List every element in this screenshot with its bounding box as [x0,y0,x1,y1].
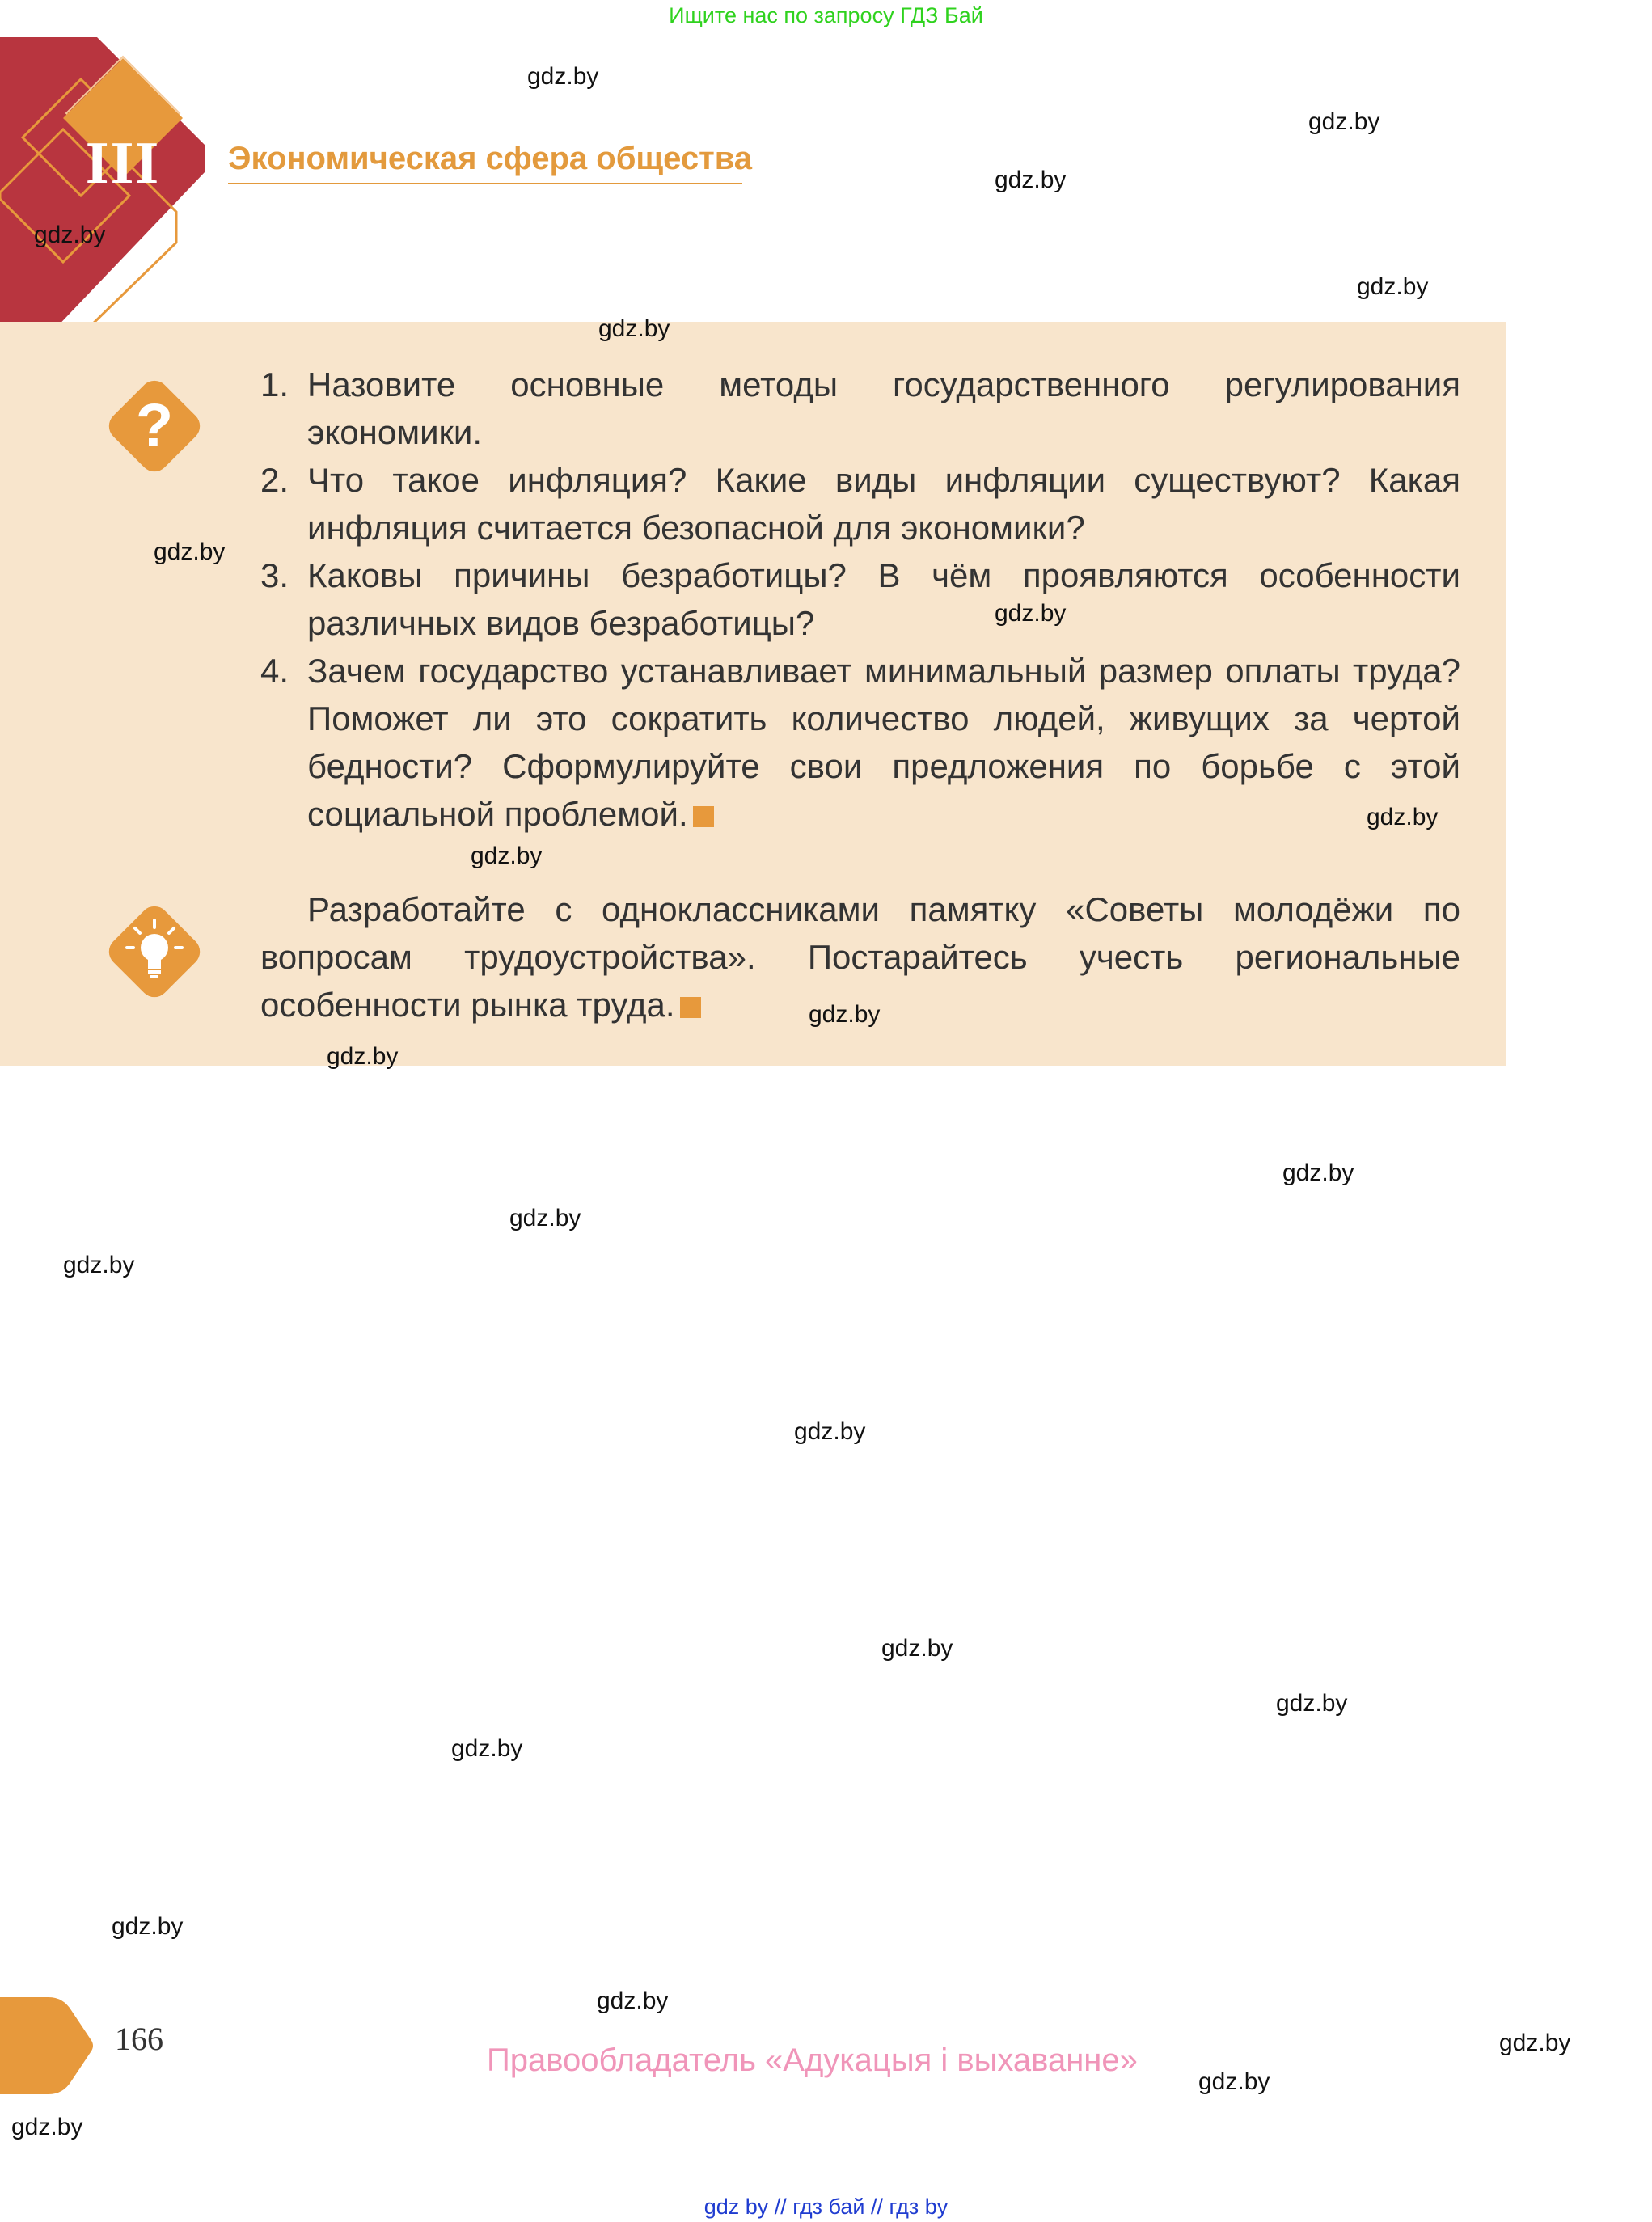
chapter-title-underline [228,183,742,184]
question-item [260,456,1460,551]
page-number-tab [0,1997,97,2094]
svg-text:?: ? [135,391,174,460]
question-text: Зачем государство устанавливает минимальный размер оплаты труда? Поможет ли это сократить количество людей, живущих за чертой бедности? Сформулируйте свои предложения по борьбе с этой социальной проблемой. [307,652,1460,833]
watermark: gdz.by [1276,1690,1348,1717]
page-number: 166 [115,2021,163,2057]
watermark: gdz.by [154,539,226,565]
watermark: gdz.by [1357,273,1429,300]
questions-list [260,361,1460,838]
watermark: gdz.by [597,1988,669,2014]
watermark: gdz.by [809,1001,881,1028]
question-number: 3. [260,556,289,594]
question-number: 4. [260,652,289,690]
search-hint-banner: Ищите нас по запросу ГДЗ Бай [669,3,983,27]
watermark: gdz.by [1198,2068,1270,2095]
watermark: gdz.by [11,2114,83,2140]
watermark: gdz.by [451,1735,523,1762]
watermark: gdz.by [794,1418,866,1445]
question-mark-icon [94,365,215,487]
chapter-title: Экономическая сфера общества [228,141,753,176]
watermark: gdz.by [112,1913,184,1940]
watermark: gdz.by [881,1635,953,1662]
watermark: gdz.by [327,1043,399,1070]
watermark: gdz.by [1282,1160,1354,1186]
bottom-site-links[interactable]: gdz by // гдз бай // гдз by [703,2195,949,2219]
group-task-text: Разработайте с одноклассниками памятку «Советы молодёжи по вопросам трудоустройства». Постарайтесь учесть региональные особенности рынка труда. [260,890,1460,1024]
watermark: gdz.by [995,600,1067,627]
watermark: gdz.by [995,167,1067,193]
rights-holder-note: Правообладатель «Адукацыя і выхаванне» [487,2042,1138,2078]
end-square-icon [693,806,714,827]
watermark: gdz.by [598,315,670,342]
watermark: gdz.by [1499,2030,1571,2056]
question-number: 2. [260,461,289,499]
question-item [260,647,1460,838]
question-text-last [307,647,1460,838]
end-square-icon [680,997,701,1018]
watermark: gdz.by [1367,804,1439,830]
watermark: gdz.by [34,222,106,248]
question-text: Назовите основные методы государственного регулирования экономики. [307,365,1460,451]
watermark: gdz.by [63,1252,135,1278]
watermark: gdz.by [509,1205,581,1231]
question-item [260,551,1460,647]
question-item [260,361,1460,456]
watermark: gdz.by [527,63,599,90]
lightbulb-icon [94,891,215,1012]
question-text: Каковы причины безработицы? В чём проявляются особенности различных видов безработицы? [307,556,1460,642]
watermark: gdz.by [471,843,543,869]
question-text: Что такое инфляция? Какие виды инфляции существуют? Какая инфляция считается безопасной для экономики? [307,461,1460,547]
watermark: gdz.by [1308,108,1380,135]
chapter-number: III [85,130,161,196]
question-number: 1. [260,365,289,403]
